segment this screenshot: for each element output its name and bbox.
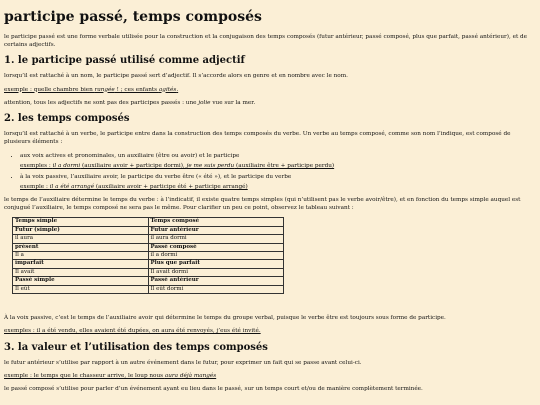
table-row [13, 235, 284, 243]
section-1-example: exemple : quelle chambre bien rangée ! ; ces enfants agités. [4, 86, 179, 93]
table-row [13, 226, 284, 234]
table-cell: imparfait [13, 260, 149, 268]
section-3-example: exemple : le temps que le chasseur arrive, le loup nous aura déjà mangés [4, 372, 217, 379]
table-row [13, 260, 284, 268]
section-3-paragraph: le futur antérieur s’utilise par rapport à un autre événement dans le futur, pour exprimer un fait qui se passe avant celui-ci. [4, 359, 362, 366]
passive-voice-paragraph: À la voix passive, c’est le temps de l’auxiliaire avoir qui détermine le temps du groupe verbal, puisque le verbe être est toujours sous forme de participe. [4, 315, 446, 322]
table-cell: il aura [13, 235, 149, 243]
table-row [13, 243, 284, 251]
table-header-row [13, 218, 284, 226]
section-2-heading: 2. les temps composés [4, 113, 130, 125]
section-2-tense-paragraph: le temps de l’auxiliaire détermine le temps du verbe : à l’indicatif, il existe quatre temps simples (qui n’utilisent pas le verbe avoir/être), et en fonction du temps simple auquel est conjugué l’auxiliaire, le temps composé ne sera pas le même. Pour clarifier un peu ce point, observez le tableau suivant : [4, 196, 521, 211]
list-item-example: exemples : il a dormi (auxiliaire avoir + participe dormi), je me suis perdu (auxiliaire être + participe perdu) [20, 162, 335, 169]
table-cell: Il avait dormi [148, 268, 284, 276]
table-row [13, 277, 284, 285]
tense-table [12, 217, 284, 294]
passive-voice-examples: exemples : il a été vendu, elles avaient été dupées, on aura été renvoyés, j’eus été invité. [4, 328, 261, 335]
list-item: • aux voix actives et pronominales, un auxiliaire (être ou avoir) et le participe exemples : il a dormi (auxiliaire avoir + participe dormi), je me suis perdu (auxiliaire être + participe perdu) [20, 152, 536, 171]
table-row [13, 251, 284, 259]
table-header-cell: Temps simple [13, 218, 149, 226]
intro-paragraph: le participe passé est une forme verbale utilisée pour la construction et la conjugaison des temps composés (futur antérieur, passé composé, plus que parfait, passé antérieur), et de certains adjectifs. [4, 33, 528, 49]
table-cell: présent [13, 243, 149, 251]
table-row [13, 285, 284, 293]
table-row [13, 268, 284, 276]
section-1-note: attention, tous les adjectifs ne sont pas des participes passés : une jolie vue sur la mer. [4, 99, 256, 106]
table-cell: Il eût dormi [148, 285, 284, 293]
table-cell: Futur (simple) [13, 226, 149, 234]
page-title: participe passé, temps composés [4, 9, 262, 25]
table-cell: Passé composé [148, 243, 284, 251]
table-cell: Plus que parfait [148, 260, 284, 268]
list-item-example: exemple : il a été arrangé (auxiliaire avoir + participe été + participe arrangé) [20, 184, 248, 191]
table-cell: Passé simple [13, 277, 149, 285]
section-1-heading: 1. le participe passé utilisé comme adjectif [4, 55, 245, 67]
table-cell: Passé antérieur [148, 277, 284, 285]
section-2-paragraph: lorsqu’il est rattaché à un verbe, le participe entre dans la construction des temps composés du verbe. Un verbe au temps composé, comme son nom l’indique, est composé de plusieurs éléments : [4, 131, 511, 146]
table-cell: il a dormi [148, 251, 284, 259]
table-cell: Il avait [13, 268, 149, 276]
list-item: • à la voix passive, l’auxiliaire avoir, le participe du verbe être (« été »), et le participe du verbe exemple : il a été arrangé (auxiliaire avoir + participe été + participe arrangé) [20, 173, 536, 192]
table-cell: il aura dormi [148, 235, 284, 243]
section-3-heading: 3. la valeur et l’utilisation des temps composés [4, 341, 268, 353]
table-cell: Il a [13, 251, 149, 259]
table-cell: Futur antérieur [148, 226, 284, 234]
section-1-paragraph: lorsqu’il est rattaché à un nom, le participe passé sert d’adjectif. Il s’accorde alors en genre et en nombre avec le nom. [4, 73, 348, 80]
section-3-paragraph-2: le passé composé s’utilise pour parler d’un événement ayant eu lieu dans le passé, sur un temps court et/ou de manière complètement terminée. [4, 386, 423, 393]
auxiliary-list [4, 152, 536, 192]
table-header-cell: Temps composé [148, 218, 284, 226]
table-cell: Il eût [13, 285, 149, 293]
